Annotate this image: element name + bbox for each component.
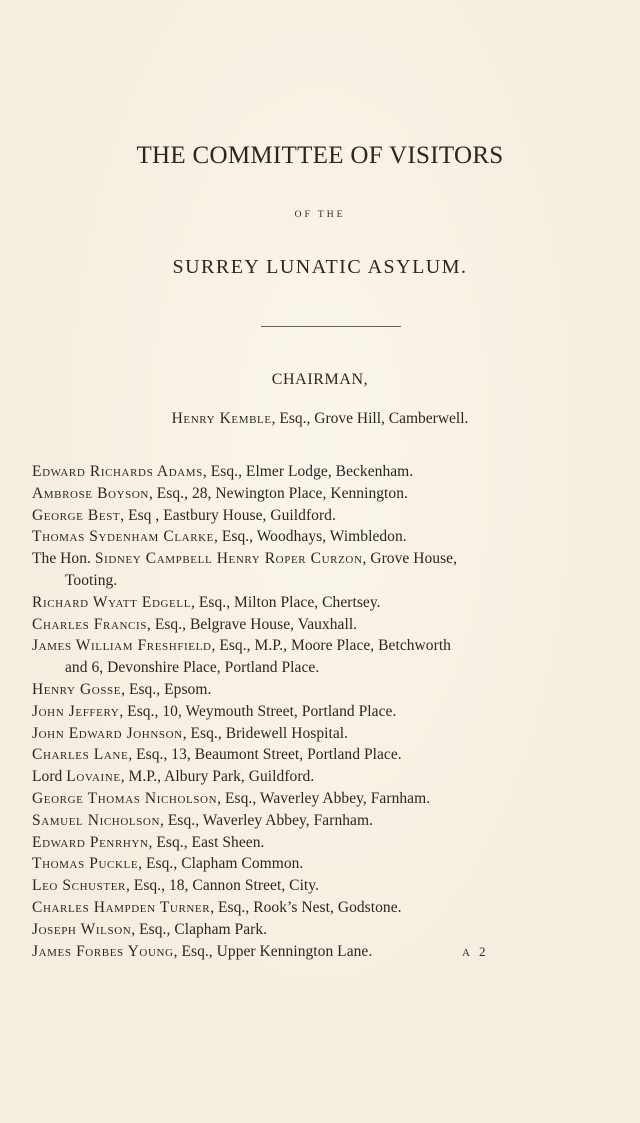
member-name: Thomas Puckle	[32, 855, 139, 873]
member-details: , Esq., Rook’s Nest, Godstone.	[210, 898, 402, 916]
member-name: James William Freshfield	[32, 637, 212, 655]
member-details: , Esq., Milton Place, Chertsey.	[191, 593, 381, 611]
member-details: , Esq., 18, Cannon Street, City.	[125, 877, 319, 895]
member-entry	[32, 788, 638, 810]
member-name: George Best	[32, 506, 121, 524]
member-details: , Esq., 10, Weymouth Street, Portland Place.	[119, 702, 397, 720]
member-continuation: Tooting.	[65, 571, 118, 589]
member-continuation: and 6, Devonshire Place, Portland Place.	[65, 659, 320, 677]
member-entry	[32, 614, 638, 636]
member-line	[32, 834, 264, 851]
member-line	[32, 812, 373, 829]
member-name: Leo Schuster	[32, 877, 126, 895]
member-entry	[32, 853, 638, 875]
member-line	[32, 637, 451, 654]
member-details: , Esq., Waverley Abbey, Farnham.	[217, 789, 431, 807]
member-line	[32, 899, 402, 916]
member-line	[32, 703, 396, 720]
member-details: , Esq., Waverley Abbey, Farnham.	[160, 811, 374, 829]
member-details: , Esq., Belgrave House, Vauxhall.	[146, 615, 358, 633]
member-details: , Esq., 13, Beaumont Street, Portland Place.	[128, 746, 402, 764]
member-line	[32, 746, 402, 763]
member-entry	[32, 832, 638, 854]
member-details: , Esq., Bridewell Hospital.	[182, 724, 349, 742]
member-name: Charles Hampden Turner	[32, 898, 211, 916]
page-title: THE COMMITTEE OF VISITORS	[136, 142, 504, 169]
member-entry	[32, 592, 638, 614]
member-details: , Esq., 28, Newington Place, Kennington.	[148, 484, 408, 502]
member-details: , M.P., Albury Park, Guildford.	[120, 768, 315, 786]
member-name: John Jeffery	[32, 702, 120, 720]
chairman-details: , Esq., Grove Hill, Camberwell.	[271, 410, 469, 427]
member-name: Thomas Sydenham Clarke	[32, 528, 214, 546]
member-name: Charles Francis	[32, 615, 147, 633]
page-subtitle: SURREY LUNATIC ASYLUM.	[172, 256, 468, 278]
divider-rule	[261, 326, 401, 327]
signature-letter: A	[462, 947, 471, 959]
member-line	[32, 681, 211, 698]
member-entry	[32, 701, 638, 723]
member-name: Edward Penrhyn	[32, 833, 149, 851]
committee-members-list	[32, 461, 638, 962]
member-line	[32, 463, 413, 480]
signature-mark	[462, 944, 486, 961]
member-name: John Edward Johnson	[32, 724, 183, 742]
member-entry	[32, 897, 638, 919]
chairman-heading: CHAIRMAN,	[271, 371, 369, 388]
member-entry	[32, 810, 638, 832]
member-details: , Esq., Upper Kennington Lane.	[173, 942, 373, 960]
member-details: , Esq., East Sheen.	[148, 833, 265, 851]
member-name: George Thomas Nicholson	[32, 789, 218, 807]
member-entry	[32, 744, 638, 766]
chairman-entry	[0, 409, 640, 429]
member-entry	[32, 548, 638, 592]
member-details: , Esq., Woodhays, Wimbledon.	[214, 528, 407, 546]
member-line	[32, 528, 407, 545]
member-entry	[32, 919, 638, 941]
member-details: , Esq., Clapham Park.	[131, 920, 268, 938]
member-entry	[32, 766, 638, 788]
member-entry	[32, 875, 638, 897]
member-line	[32, 507, 336, 524]
member-details: , Esq., M.P., Moore Place, Betchworth	[211, 637, 451, 655]
member-line	[32, 921, 267, 938]
member-name: Henry Gosse	[32, 680, 122, 698]
member-prefix: The Hon.	[32, 550, 95, 568]
member-line	[32, 616, 357, 633]
member-name: Joseph Wilson	[32, 920, 132, 938]
member-entry	[32, 461, 638, 483]
member-line	[32, 768, 314, 785]
member-name: James Forbes Young	[32, 942, 174, 960]
member-line	[32, 790, 430, 807]
member-line	[32, 594, 381, 611]
member-line	[32, 877, 319, 894]
member-name: Edward Richards Adams	[32, 463, 203, 480]
signature-number: 2	[478, 944, 487, 959]
member-name: Charles Lane	[32, 746, 129, 764]
member-name: Samuel Nicholson	[32, 811, 161, 829]
member-name: Lovaine	[66, 768, 121, 786]
member-entry	[32, 723, 638, 745]
member-entry	[32, 505, 638, 527]
member-details: , Esq., Epsom.	[121, 680, 212, 698]
member-entry	[32, 483, 638, 505]
member-entry	[32, 526, 638, 548]
member-line	[32, 485, 408, 502]
member-line	[32, 550, 457, 567]
member-name: Sidney Campbell Henry Roper Curzon	[94, 550, 363, 568]
member-line	[32, 725, 348, 742]
member-details: , Grove House,	[362, 550, 458, 568]
member-entry	[32, 679, 638, 701]
member-details: , Esq , Eastbury House, Guildford.	[120, 506, 336, 524]
chairman-name: Henry Kemble	[171, 410, 272, 427]
member-line	[32, 943, 372, 960]
member-name: Richard Wyatt Edgell	[32, 593, 192, 611]
member-line	[32, 855, 303, 872]
member-prefix: Lord	[32, 768, 67, 786]
member-details: , Esq., Clapham Common.	[138, 855, 304, 873]
title-connector: OF THE	[294, 210, 346, 220]
member-name: Ambrose Boyson	[32, 484, 149, 502]
member-entry	[32, 635, 638, 679]
member-entry	[32, 941, 638, 963]
member-details: , Esq., Elmer Lodge, Beckenham.	[202, 463, 414, 480]
